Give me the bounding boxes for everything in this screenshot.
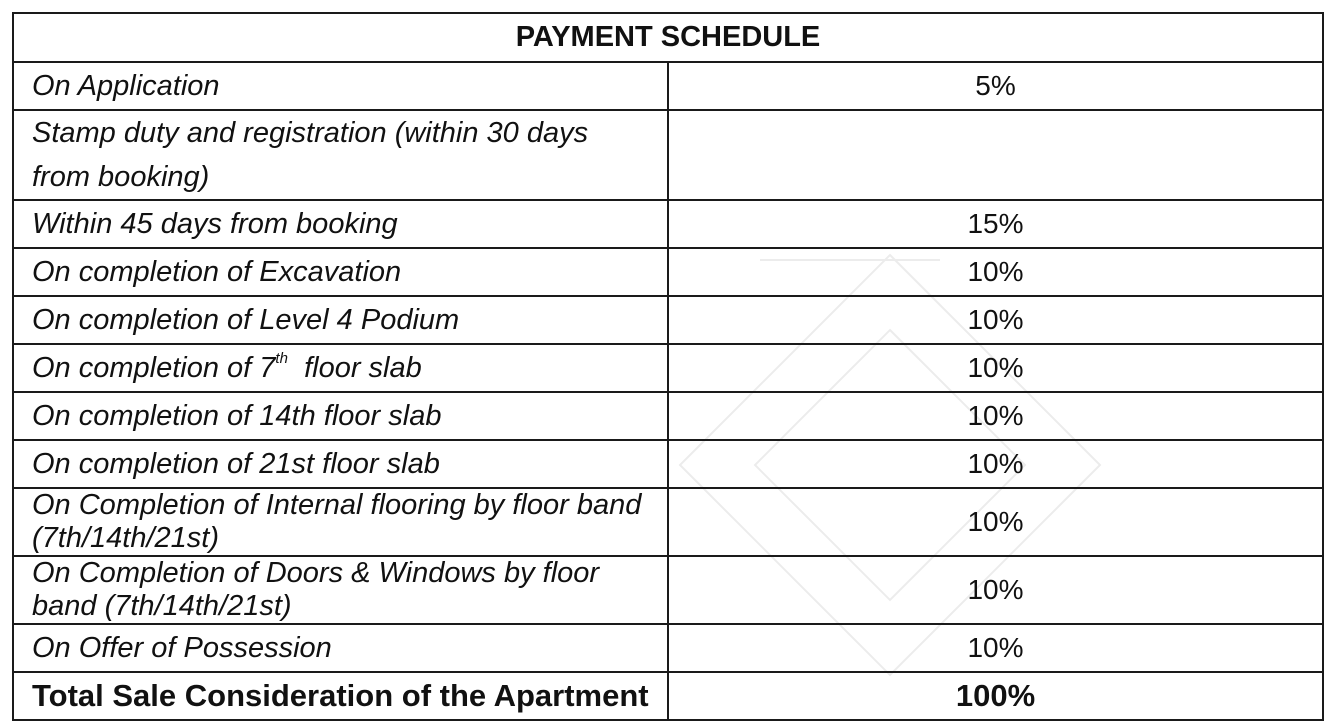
table-row <box>13 440 1323 488</box>
stage-text-suffix: floor slab <box>304 351 422 384</box>
ordinal-superscript: th <box>275 349 288 367</box>
stage-cell <box>13 344 668 392</box>
payment-schedule-table <box>12 12 1324 721</box>
percentage-cell: 10% <box>668 248 1323 296</box>
table-row <box>13 110 1323 200</box>
total-percentage: 100% <box>668 672 1323 720</box>
stage-cell <box>13 110 668 200</box>
table-row <box>13 488 1323 556</box>
stage-cell: On Application <box>13 62 668 110</box>
total-row <box>13 672 1323 720</box>
table-row <box>13 62 1323 110</box>
table-row <box>13 200 1323 248</box>
percentage-cell: 10% <box>668 624 1323 672</box>
table-title: PAYMENT SCHEDULE <box>13 13 1323 62</box>
table-row <box>13 296 1323 344</box>
stage-text-prefix: On completion of 7 <box>32 351 276 384</box>
percentage-cell: 10% <box>668 440 1323 488</box>
stage-text: Stamp duty and registration (within 30 days from booking) <box>32 117 589 193</box>
stage-cell: On completion of 14th floor slab <box>13 392 668 440</box>
table-row <box>13 624 1323 672</box>
stage-cell: On completion of Excavation <box>13 248 668 296</box>
percentage-cell: 15% <box>668 200 1323 248</box>
stage-cell: On completion of Level 4 Podium <box>13 296 668 344</box>
total-label: Total Sale Consideration of the Apartment <box>13 672 668 720</box>
percentage-cell: 10% <box>668 556 1323 624</box>
percentage-cell: 10% <box>668 296 1323 344</box>
table-row <box>13 248 1323 296</box>
stage-cell: On Completion of Internal flooring by floor band (7th/14th/21st) <box>13 488 668 556</box>
table-row <box>13 556 1323 624</box>
percentage-cell: 10% <box>668 344 1323 392</box>
percentage-cell <box>668 110 1323 200</box>
stage-cell: Within 45 days from booking <box>13 200 668 248</box>
percentage-cell: 10% <box>668 488 1323 556</box>
stage-cell: On completion of 21st floor slab <box>13 440 668 488</box>
stage-cell: On Offer of Possession <box>13 624 668 672</box>
table-row <box>13 392 1323 440</box>
stage-cell: On Completion of Doors & Windows by floor band (7th/14th/21st) <box>13 556 668 624</box>
percentage-cell: 5% <box>668 62 1323 110</box>
percentage-cell: 10% <box>668 392 1323 440</box>
table-row <box>13 344 1323 392</box>
